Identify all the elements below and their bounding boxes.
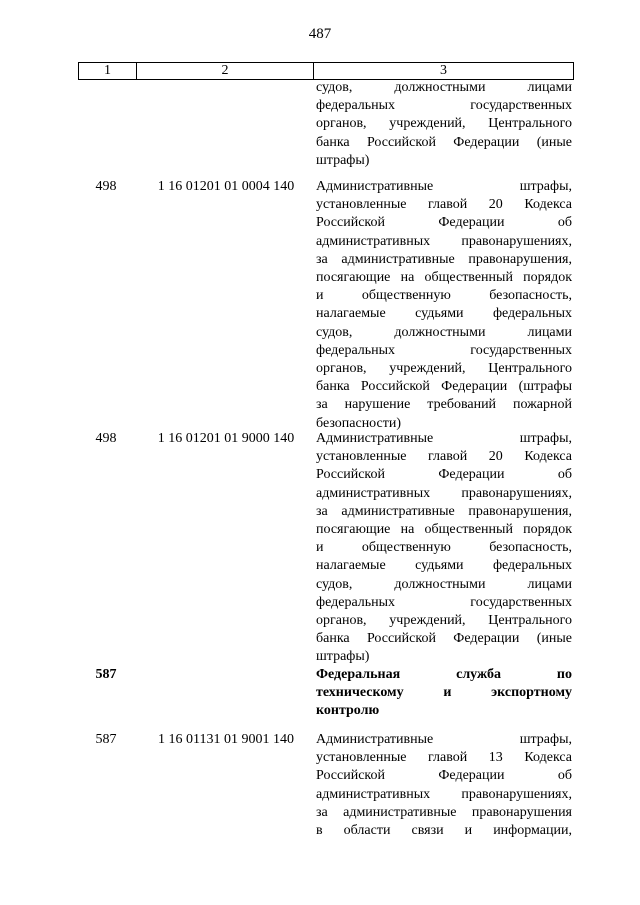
description-line: установленные главой 20 Кодекса	[316, 449, 572, 465]
description-line: посягающие на общественный порядок	[316, 522, 572, 538]
header-col-2: 2	[137, 63, 314, 79]
description-line: органов, учреждений, Центрального	[316, 613, 572, 629]
description-line: налагаемые судьями федеральных	[316, 306, 572, 322]
description-line: безопасности)	[316, 415, 402, 431]
description-line: контролю	[316, 703, 380, 719]
row-number: 498	[95, 179, 117, 194]
description-line: за административные правонарушения	[316, 804, 572, 820]
description-line: Российской Федерации об	[316, 467, 572, 483]
description	[316, 666, 572, 721]
description-line: установленные главой 20 Кодекса	[316, 197, 572, 213]
description	[316, 430, 572, 667]
description	[316, 178, 572, 433]
description-line: банка Российской Федерации (штрафы	[316, 379, 572, 395]
description-line: судов, должностными лицами	[316, 324, 572, 340]
description-line: налагаемые судьями федеральных	[316, 558, 572, 574]
description-line: штрафы)	[316, 152, 370, 168]
description-line: судов, должностными лицами	[316, 80, 572, 95]
table-header-row	[78, 62, 574, 80]
description-line: федеральных государственных	[316, 98, 572, 114]
description-line: установленные главой 13 Кодекса	[316, 750, 572, 766]
description-line: Административные штрафы,	[316, 732, 572, 747]
description-line: посягающие на общественный порядок	[316, 270, 572, 286]
description-line: Административные штрафы,	[316, 431, 572, 446]
row-number: 587	[95, 732, 117, 747]
description-line: техническому и экспортному	[316, 685, 572, 701]
description-line: банка Российской Федерации (иные	[316, 631, 572, 647]
row-number: 498	[95, 431, 117, 446]
description-line: административных правонарушениях,	[316, 786, 572, 802]
description-line: и общественную безопасность,	[316, 288, 572, 304]
description-line: федеральных государственных	[316, 594, 572, 610]
description-line: в области связи и информации,	[316, 823, 572, 839]
header-col-1: 1	[79, 63, 137, 79]
description-line: за административные правонарушения,	[316, 503, 572, 519]
header-col-3: 3	[440, 63, 447, 78]
description-line: административных правонарушениях,	[316, 233, 572, 249]
description-line: Российской Федерации об	[316, 768, 572, 784]
description-line: органов, учреждений, Центрального	[316, 361, 572, 377]
description-line: Российской Федерации об	[316, 215, 572, 231]
description-line: Административные штрафы,	[316, 179, 572, 194]
description-line: и общественную безопасность,	[316, 540, 572, 556]
description-line: органов, учреждений, Центрального	[316, 116, 572, 132]
description	[316, 731, 572, 840]
description	[316, 79, 572, 170]
row-number: 587	[95, 667, 117, 682]
description-line: судов, должностными лицами	[316, 576, 572, 592]
description-line: штрафы)	[316, 649, 370, 665]
budget-code: 1 16 01131 01 9001 140	[158, 732, 294, 747]
description-line: за административные правонарушения,	[316, 251, 572, 267]
budget-code: 1 16 01201 01 0004 140	[157, 179, 295, 194]
page-number: 487	[308, 26, 332, 42]
budget-code: 1 16 01201 01 9000 140	[157, 431, 295, 446]
description-line: федеральных государственных	[316, 342, 572, 358]
description-line: Федеральная служба по	[316, 667, 572, 682]
description-line: банка Российской Федерации (иные	[316, 134, 572, 150]
description-line: за нарушение требований пожарной	[316, 397, 572, 413]
description-line: административных правонарушениях,	[316, 485, 572, 501]
